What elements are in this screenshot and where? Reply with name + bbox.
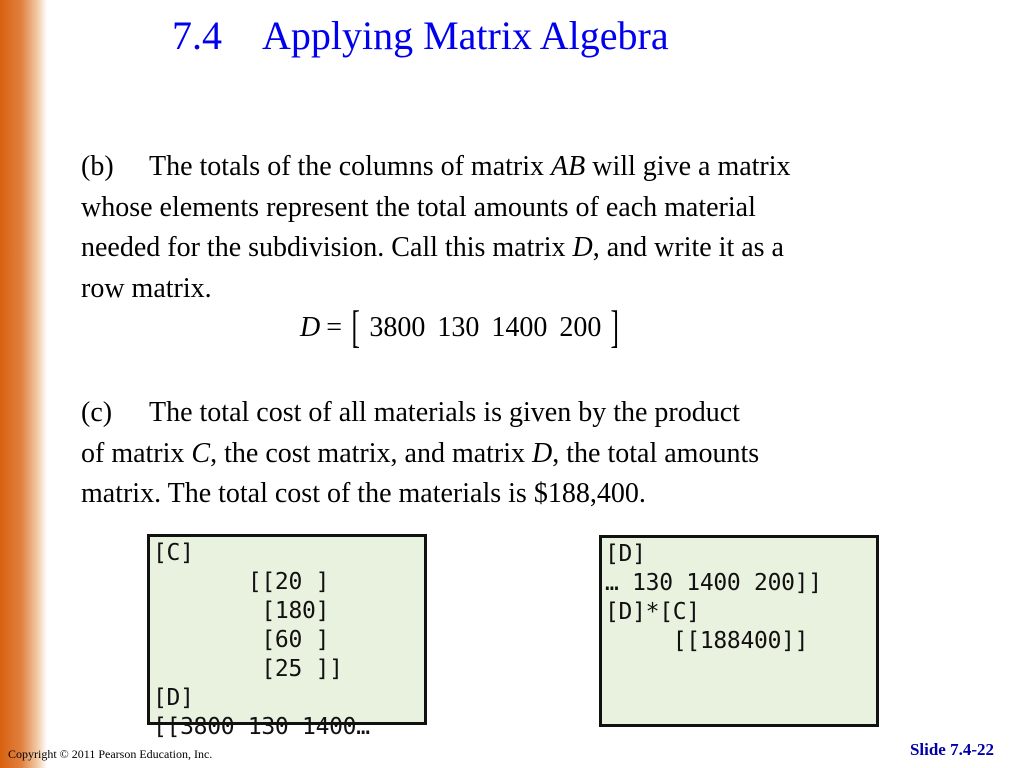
calculator-line: [D]*[C] <box>605 599 700 625</box>
paragraph-b-line-2: whose elements represent the total amounts of each material <box>81 191 756 223</box>
matrix-d-variable: D <box>532 437 553 469</box>
slide-title: 7.4 Applying Matrix Algebra <box>172 13 669 58</box>
matrix-entry: 3800 <box>369 312 426 343</box>
matrix-c-variable: C <box>191 437 211 469</box>
paragraph-c <box>81 393 759 515</box>
left-bracket: [ <box>351 301 360 352</box>
copyright-notice: Copyright © 2011 Pearson Education, Inc. <box>8 747 213 761</box>
matrix-entry: 200 <box>559 312 602 343</box>
calculator-line: [[20 ] <box>153 569 330 595</box>
paragraph-b-text: will give a matrix <box>585 151 791 182</box>
matrix-ab-variable: AB <box>551 151 586 182</box>
paragraph-b-text: needed for the subdivision. Call this matrix <box>81 232 573 263</box>
paragraph-c-label: (c) <box>81 397 113 428</box>
paragraph-c-line-3: matrix. The total cost of the materials is $188,400. <box>81 478 646 509</box>
calculator-line: [180] <box>153 598 330 624</box>
paragraph-b <box>81 147 791 309</box>
matrix-entry: 130 <box>437 312 480 343</box>
slide-number: Slide 7.4-22 <box>909 740 994 759</box>
paragraph-b-label: (b) <box>81 151 114 182</box>
calculator-line: [D] <box>605 541 646 567</box>
calculator-line: … 130 1400 200]] <box>605 570 822 596</box>
calculator-line: [60 ] <box>153 627 330 653</box>
calculator-line: [C] <box>153 540 194 566</box>
paragraph-b-text: , and write it as a <box>592 232 784 263</box>
paragraph-c-text: The total cost of all materials is given by the product <box>149 397 740 428</box>
calculator-line: [[188400]] <box>605 628 809 654</box>
matrix-d-equation <box>300 301 623 352</box>
paragraph-c-text: of matrix <box>81 437 192 469</box>
paragraph-c-text: , the cost matrix, and matrix <box>210 437 533 469</box>
calculator-line: [D] <box>153 685 194 711</box>
matrix-d-variable: D <box>572 232 593 263</box>
calculator-screen-right <box>599 535 879 727</box>
paragraph-b-text: The totals of the columns of matrix <box>149 151 552 182</box>
calculator-line: [25 ]] <box>153 656 343 682</box>
paragraph-c-line-2 <box>81 434 759 475</box>
equation-equals-sign: = <box>326 312 343 343</box>
paragraph-c-line-1 <box>81 393 759 434</box>
orange-sidebar-bar <box>0 0 47 768</box>
paragraph-b-line-1 <box>81 147 791 188</box>
right-bracket: ] <box>610 301 620 352</box>
paragraph-b-line-3 <box>81 228 791 269</box>
paragraph-b-line-4: row matrix. <box>81 272 212 304</box>
paragraph-c-text: , the total amounts <box>552 437 760 469</box>
calculator-screen-left <box>147 534 427 740</box>
matrix-entry: 1400 <box>491 312 548 343</box>
equation-variable: D <box>300 312 321 343</box>
calculator-line: [[3800 130 1400… <box>153 714 370 740</box>
